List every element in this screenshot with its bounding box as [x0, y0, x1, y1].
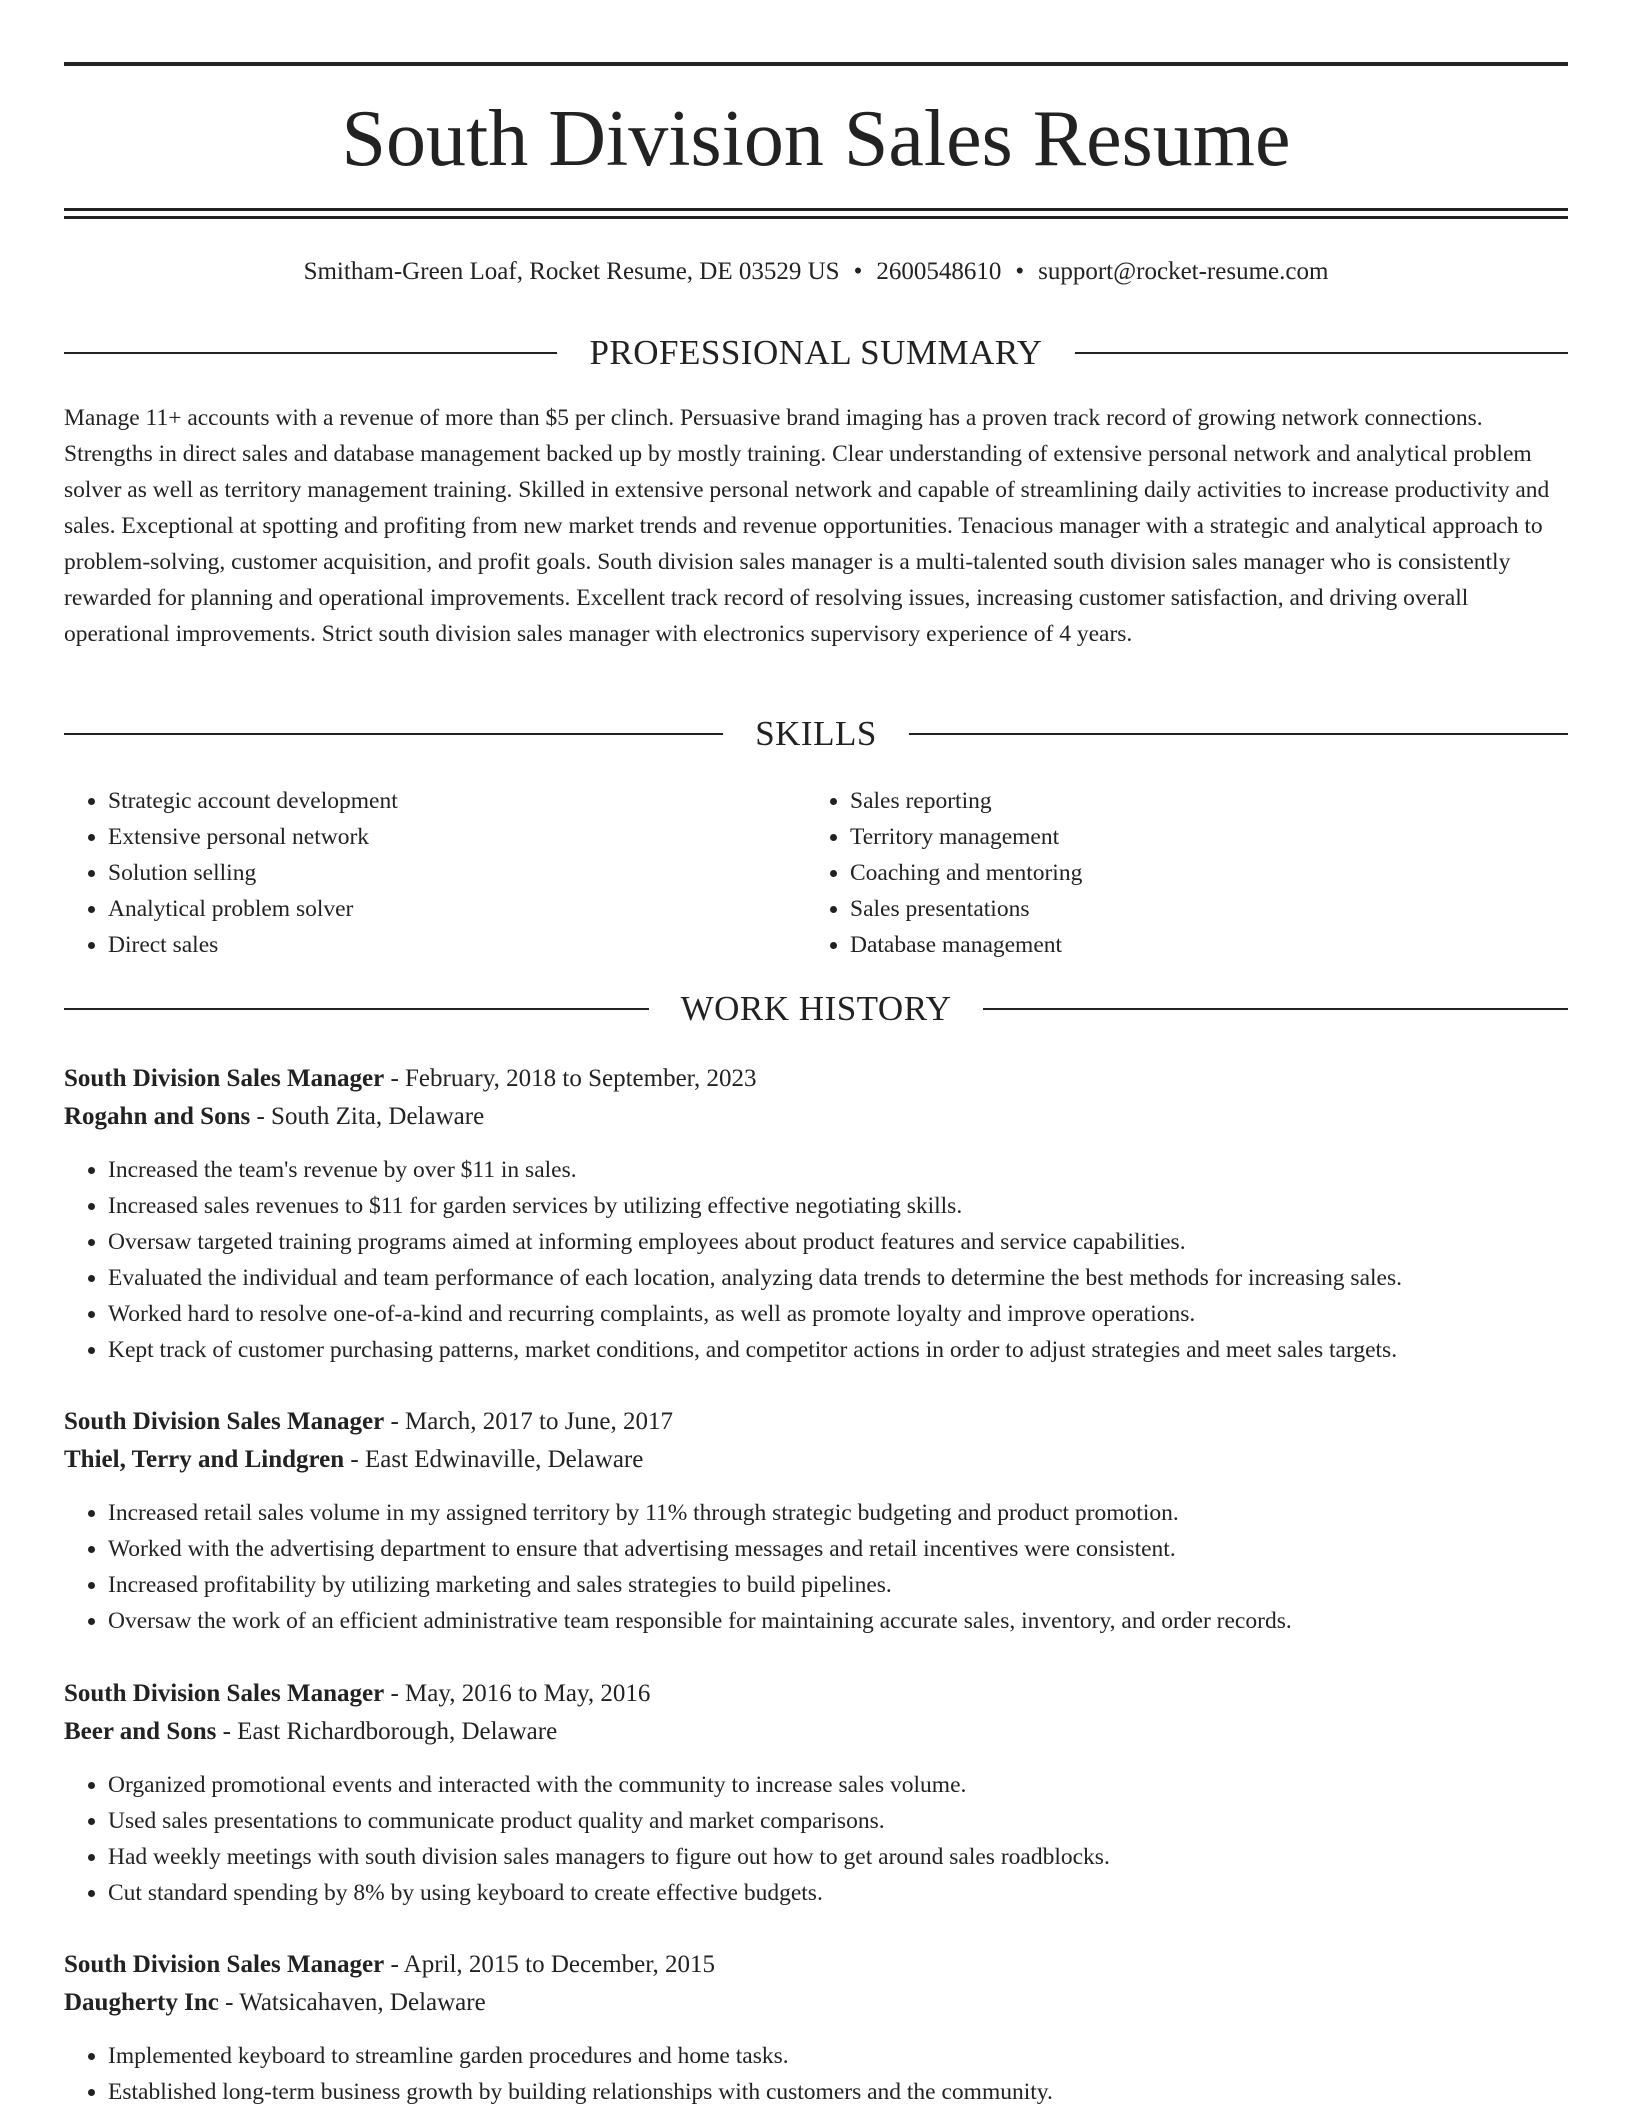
work-history-heading — [64, 987, 1568, 1031]
job-role: South Division Sales Manager — [64, 1951, 385, 1978]
job-bullet: • Evaluated the individual and team performance of each location, analyzing data trends to determine the best methods for increasing sales. — [108, 1260, 1568, 1296]
job-location: - East Richardborough, Delaware — [216, 1718, 558, 1745]
job-dates: - February, 2018 to September, 2023 — [384, 1065, 757, 1092]
skill-item: • Strategic account development — [108, 783, 806, 819]
skill-item: • Direct sales — [108, 927, 806, 963]
job-entry — [64, 1946, 1568, 2110]
contact-phone: 2600548610 — [876, 258, 1002, 285]
job-bullet: • Established long-term business growth by building relationships with customers and the community. — [108, 2074, 1568, 2110]
skills-column-right — [806, 783, 1548, 963]
job-location: - South Zita, Delaware — [250, 1103, 485, 1130]
heading-rule — [64, 733, 723, 735]
skill-item: • Solution selling — [108, 855, 806, 891]
job-title-line — [64, 1403, 1568, 1441]
skills-heading-label: SKILLS — [755, 714, 877, 753]
resume-title: South Division Sales Resume — [341, 95, 1291, 183]
top-rule — [64, 62, 1568, 66]
job-bullet: • Oversaw targeted training programs aimed at informing employees about product features and service capabilities. — [108, 1224, 1568, 1260]
skills-heading — [64, 712, 1568, 756]
job-bullets — [64, 2038, 1568, 2110]
heading-rule — [64, 1008, 649, 1010]
job-role: South Division Sales Manager — [64, 1680, 385, 1707]
job-bullet: • Kept track of customer purchasing patterns, market conditions, and competitor actions in order to adjust strategies and meet sales targets. — [108, 1332, 1568, 1368]
job-bullet: • Worked with the advertising department to ensure that advertising messages and retail incentives were consistent. — [108, 1531, 1568, 1567]
skill-item: • Analytical problem solver — [108, 891, 806, 927]
job-bullet: • Organized promotional events and interacted with the community to increase sales volume. — [108, 1767, 1568, 1803]
job-role: South Division Sales Manager — [64, 1408, 385, 1435]
job-bullets — [64, 1495, 1568, 1639]
job-company: Thiel, Terry and Lindgren — [64, 1446, 345, 1473]
job-entry — [64, 1060, 1568, 1368]
job-bullet: • Implemented keyboard to streamline garden procedures and home tasks. — [108, 2038, 1568, 2074]
title-rule-upper — [64, 208, 1568, 211]
summary-heading — [64, 331, 1568, 375]
job-company-line — [64, 1713, 1568, 1751]
job-bullet: • Used sales presentations to communicate product quality and market comparisons. — [108, 1803, 1568, 1839]
job-title-line — [64, 1675, 1568, 1713]
job-company-line — [64, 1441, 1568, 1479]
heading-rule — [64, 352, 557, 354]
job-dates: - March, 2017 to June, 2017 — [384, 1408, 674, 1435]
professional-summary: Manage 11+ accounts with a revenue of more than $5 per clinch. Persuasive brand imaging has a proven track record of growing network connections. Strengths in direct sales and database management backed up by mostly training. Clear understanding of extensive personal network and analytical problem solver as well as territory management training. Skilled in extensive personal network and capable of streamlining daily activities to increase productivity and sales. Exceptional at spotting and profiting from new market trends and revenue opportunities. Tenacious manager with a strategic and analytical approach to problem-solving, customer acquisition, and profit goals. South division sales manager is a multi-talented south division sales manager who is consistently rewarded for planning and operational improvements. Excellent track record of resolving issues, increasing customer satisfaction, and driving overall operational improvements. Strict south division sales manager with electronics supervisory experience of 4 years. — [64, 405, 1550, 647]
job-company-line — [64, 1984, 1568, 2022]
job-location: - Watsicahaven, Delaware — [218, 1989, 486, 2016]
contact-separator: • — [1015, 258, 1025, 285]
contact-line — [64, 254, 1568, 290]
job-role: South Division Sales Manager — [64, 1065, 385, 1092]
job-bullets — [64, 1767, 1568, 1911]
heading-rule — [983, 1008, 1568, 1010]
job-bullet: • Oversaw the work of an efficient administrative team responsible for maintaining accurate sales, inventory, and order records. — [108, 1603, 1568, 1639]
job-bullet: • Worked hard to resolve one-of-a-kind and recurring complaints, as well as promote loyalty and improve operations. — [108, 1296, 1568, 1332]
heading-rule — [1075, 352, 1568, 354]
job-dates: - April, 2015 to December, 2015 — [384, 1951, 716, 1978]
job-title-line — [64, 1060, 1568, 1098]
skill-item: • Extensive personal network — [108, 819, 806, 855]
heading-rule — [909, 733, 1568, 735]
job-bullet: • Had weekly meetings with south division sales managers to figure out how to get around sales roadblocks. — [108, 1839, 1568, 1875]
job-bullet: • Cut standard spending by 8% by using keyboard to create effective budgets. — [108, 1875, 1568, 1911]
skill-item: • Sales reporting — [850, 783, 1548, 819]
job-company: Beer and Sons — [64, 1718, 217, 1745]
work-history-heading-label: WORK HISTORY — [680, 989, 952, 1028]
contact-email[interactable]: support@rocket-resume.com — [1038, 258, 1329, 285]
job-entry — [64, 1403, 1568, 1639]
skill-item: • Coaching and mentoring — [850, 855, 1548, 891]
job-company: Daugherty Inc — [64, 1989, 219, 2016]
skills-list — [64, 783, 1568, 963]
title-rule-lower — [64, 216, 1568, 219]
job-bullet: • Increased retail sales volume in my assigned territory by 11% through strategic budgeting and product promotion. — [108, 1495, 1568, 1531]
skill-item: • Territory management — [850, 819, 1548, 855]
job-company-line — [64, 1098, 1568, 1136]
contact-address: Smitham-Green Loaf, Rocket Resume, DE 03529 US — [303, 258, 840, 285]
job-title-line — [64, 1946, 1568, 1984]
job-bullet: • Increased profitability by utilizing marketing and sales strategies to build pipelines. — [108, 1567, 1568, 1603]
job-entry — [64, 1675, 1568, 1911]
skills-column-left — [64, 783, 806, 963]
job-bullet: • Increased the team's revenue by over $11 in sales. — [108, 1152, 1568, 1188]
skill-item: • Sales presentations — [850, 891, 1548, 927]
job-company: Rogahn and Sons — [64, 1103, 251, 1130]
job-bullets — [64, 1152, 1568, 1368]
job-location: - East Edwinaville, Delaware — [344, 1446, 644, 1473]
skill-item: • Database management — [850, 927, 1548, 963]
job-dates: - May, 2016 to May, 2016 — [384, 1680, 651, 1707]
job-bullet: • Increased sales revenues to $11 for garden services by utilizing effective negotiating skills. — [108, 1188, 1568, 1224]
summary-heading-label: PROFESSIONAL SUMMARY — [589, 333, 1043, 372]
contact-separator: • — [853, 258, 863, 285]
